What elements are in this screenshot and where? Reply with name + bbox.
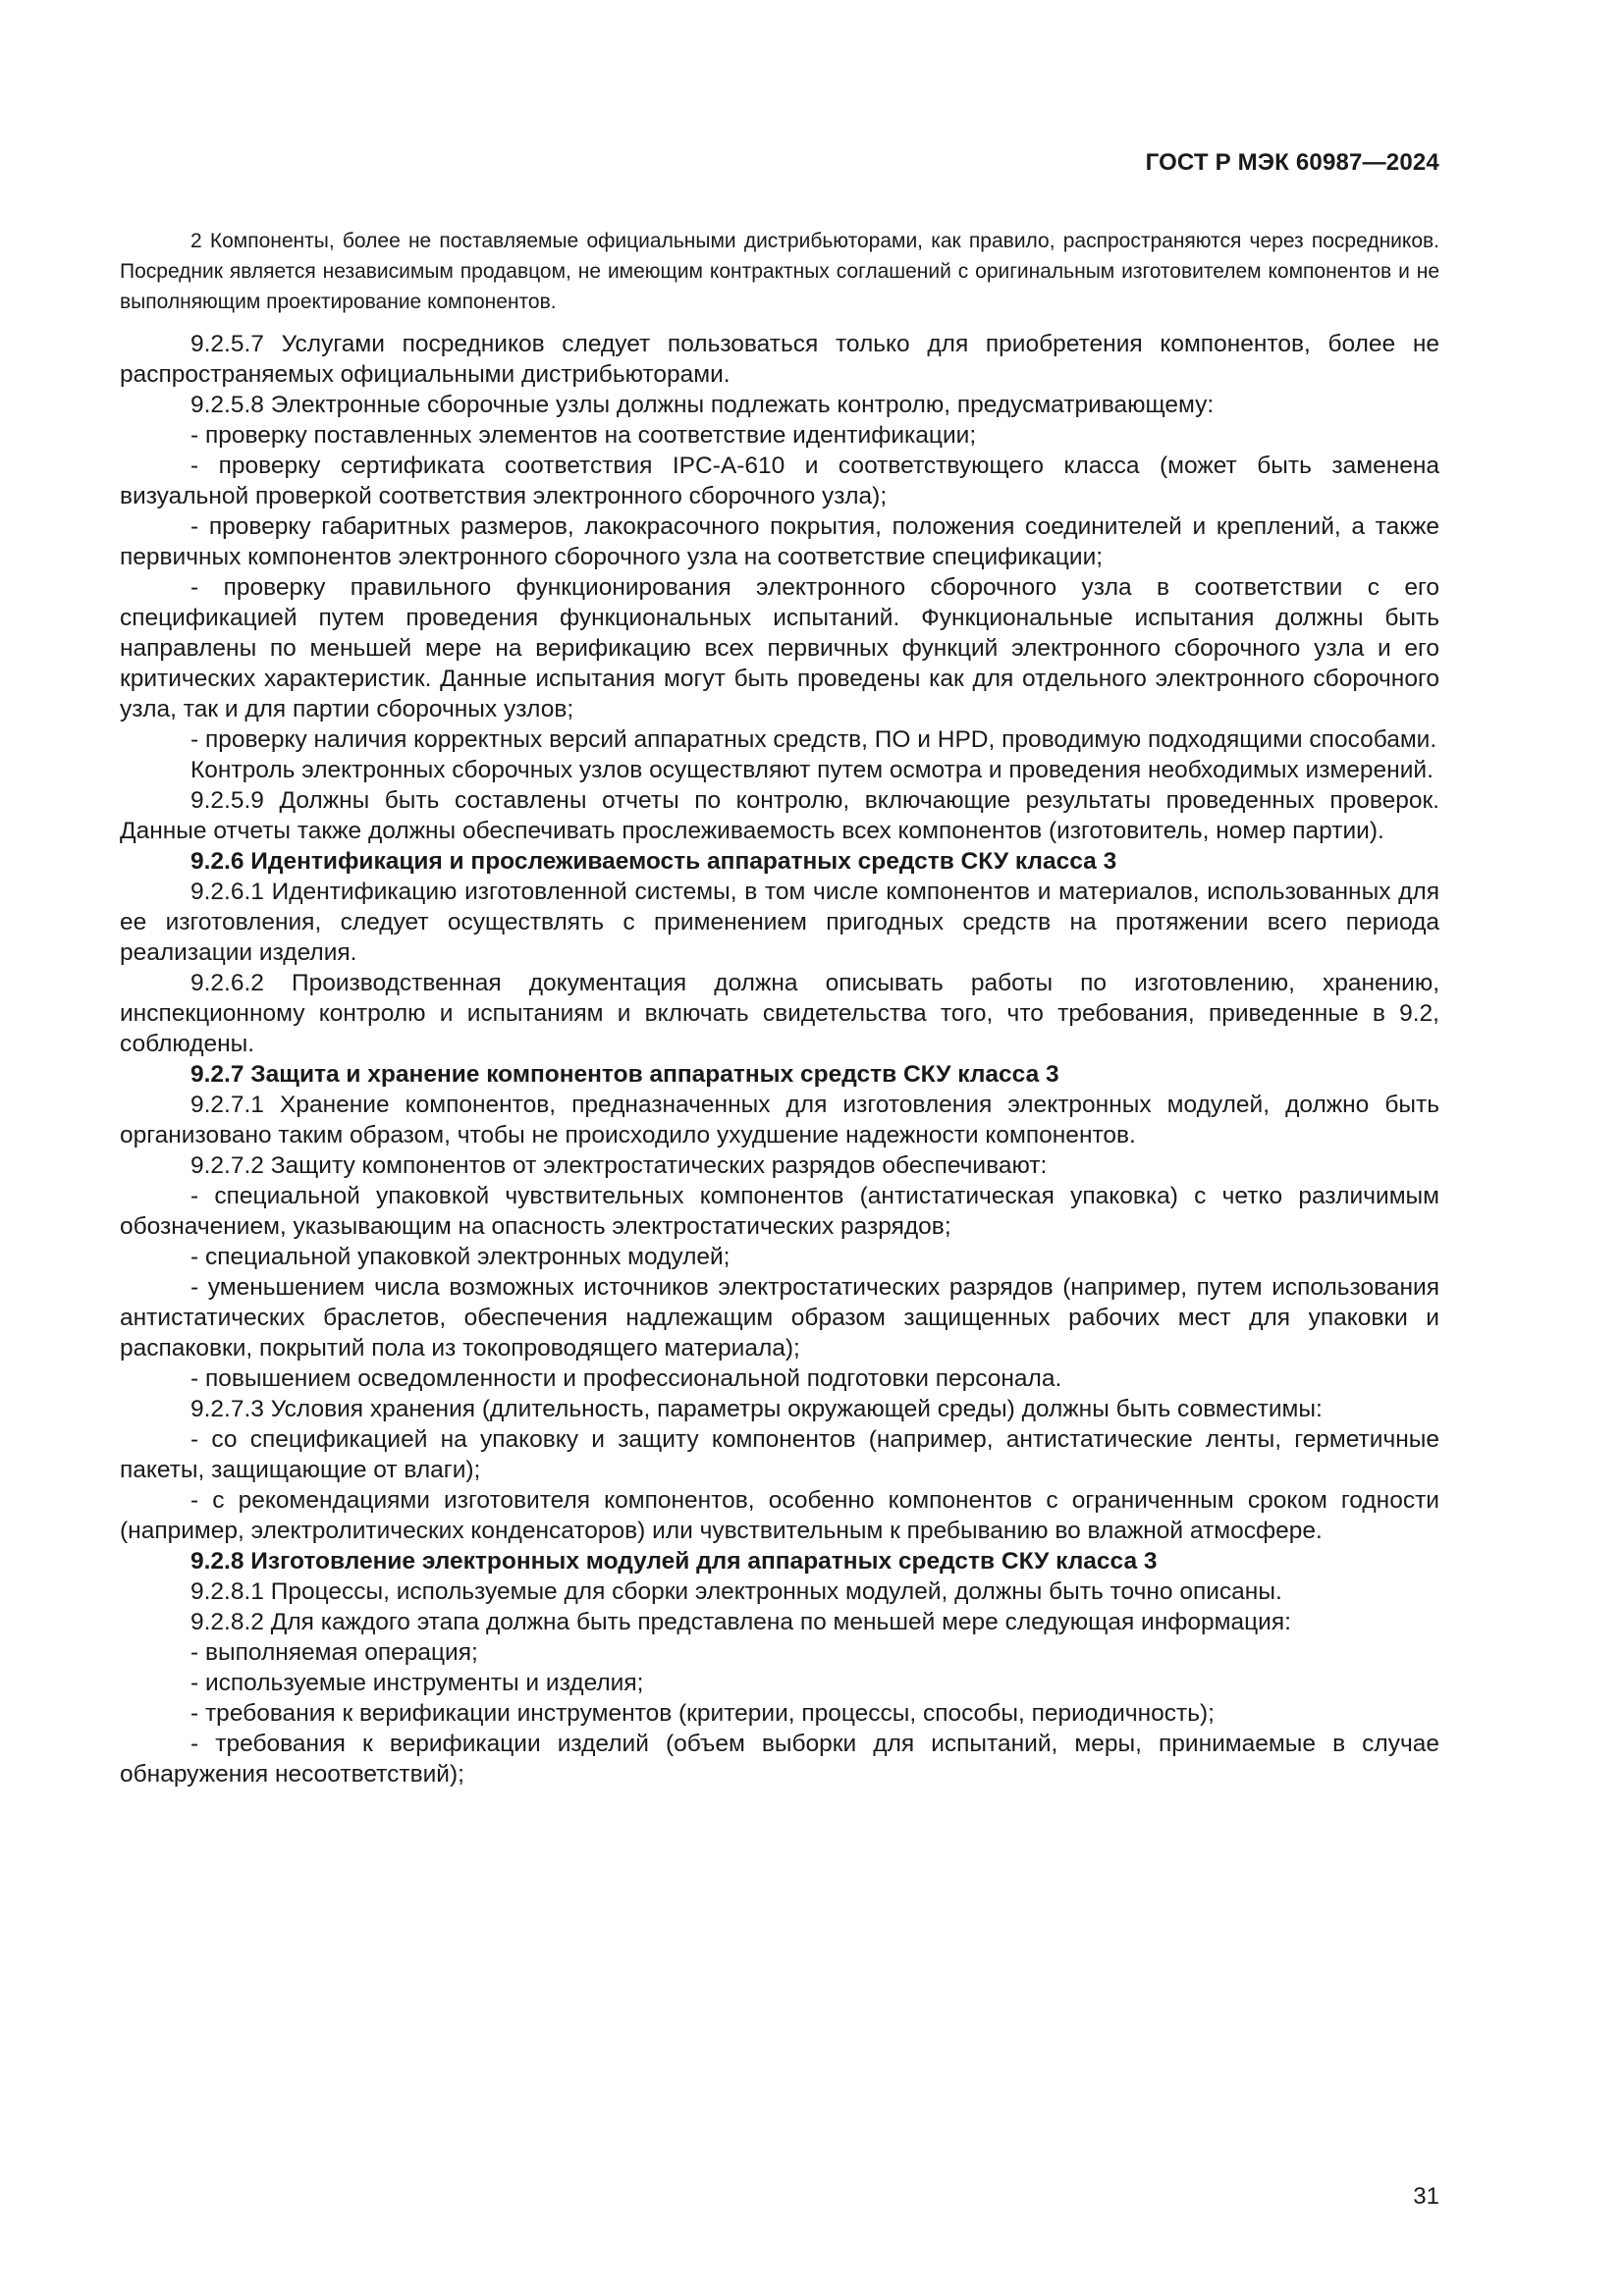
paragraph: 9.2.8.2 Для каждого этапа должна быть представлена по меньшей мере следующая информация: <box>190 1609 1291 1635</box>
paragraph: - проверку сертификата соответствия IPC-A-610 и соответствующего класса (может быть заменена визуальной проверкой соответствия электронного сборочного узла); <box>120 453 1439 509</box>
paragraph: 9.2.7.3 Условия хранения (длительность, параметры окружающей среды) должны быть совместимы: <box>190 1396 1323 1422</box>
paragraph: - проверку правильного функционирования электронного сборочного узла в соответствии с его спецификацией путем проведения функциональных испытаний. Функциональные испытания должны быть направлены по меньшей мере на верификацию всех первичных функций электронного сборочного узла и его критических характеристик. Данные испытания могут быть проведены как для отдельного электронного сборочного узла, так и для партии сборочных узлов; <box>120 574 1439 722</box>
paragraph: 9.2.6.2 Производственная документация должна описывать работы по изготовлению, хранению, инспекционному контролю и испытаниям и включать свидетельства того, что требования, приведенные в 9.2, соблюдены. <box>120 970 1439 1057</box>
paragraph: - проверку поставленных элементов на соответствие идентификации; <box>190 422 977 449</box>
document-header: ГОСТ Р МЭК 60987—2024 <box>1145 149 1439 176</box>
paragraph: 9.2.5.7 Услугами посредников следует пользоваться только для приобретения компонентов, более не распространяемых официальными дистрибьюторами. <box>120 331 1439 388</box>
paragraph: - проверку наличия корректных версий аппаратных средств, ПО и HPD, проводимую подходящими способами. <box>190 726 1437 753</box>
note-2: 2 Компоненты, более не поставляемые официальными дистрибьюторами, как правило, распространяются через посредников. Посредник является независимым продавцом, не имеющим контрактных соглашений с оригинальным изготовителем компонентов и не выполняющим проектирование компонентов. <box>120 230 1439 313</box>
paragraph: - со спецификацией на упаковку и защиту компонентов (например, антистатические ленты, герметичные пакеты, защищающие от влаги); <box>120 1426 1439 1483</box>
section-heading: 9.2.7 Защита и хранение компонентов аппаратных средств СКУ класса 3 <box>190 1061 1059 1088</box>
page-number: 31 <box>1413 2183 1439 2210</box>
paragraph: - уменьшением числа возможных источников электростатических разрядов (например, путем использования антистатических браслетов, обеспечения надлежащим образом защищенных рабочих мест для упаковки и распаковки, покрытий пола из токопроводящего материала); <box>120 1274 1439 1362</box>
section-heading: 9.2.6 Идентификация и прослеживаемость аппаратных средств СКУ класса 3 <box>190 848 1117 875</box>
paragraph: - специальной упаковкой чувствительных компонентов (антистатическая упаковка) с четко различимым обозначением, указывающим на опасность электростатических разрядов; <box>120 1183 1439 1240</box>
paragraph: - проверку габаритных размеров, лакокрасочного покрытия, положения соединителей и креплений, а также первичных компонентов электронного сборочного узла на соответствие спецификации; <box>120 513 1439 570</box>
paragraph: - специальной упаковкой электронных модулей; <box>190 1244 731 1270</box>
paragraph: - повышением осведомленности и профессиональной подготовки персонала. <box>190 1365 1062 1392</box>
paragraph: 9.2.5.9 Должны быть составлены отчеты по контролю, включающие результаты проведенных проверок. Данные отчеты также должны обеспечивать прослеживаемость всех компонентов (изготовитель, номер партии). <box>120 787 1439 844</box>
paragraph: - требования к верификации изделий (объем выборки для испытаний, меры, принимаемые в случае обнаружения несоответствий); <box>120 1731 1439 1788</box>
paragraph: 9.2.8.1 Процессы, используемые для сборки электронных модулей, должны быть точно описаны. <box>190 1578 1282 1605</box>
paragraph: 9.2.6.1 Идентификацию изготовленной системы, в том числе компонентов и материалов, использованных для ее изготовления, следует осуществлять с применением пригодных средств на протяжении всего периода реализации изделия. <box>120 879 1439 966</box>
section-heading: 9.2.8 Изготовление электронных модулей для аппаратных средств СКУ класса 3 <box>190 1548 1158 1575</box>
paragraph: - используемые инструменты и изделия; <box>190 1670 644 1696</box>
page-body <box>120 226 1439 1789</box>
paragraph: - с рекомендациями изготовителя компонентов, особенно компонентов с ограниченным сроком годности (например, электролитических конденсаторов) или чувствительным к пребыванию во влажной атмосфере. <box>120 1487 1439 1544</box>
paragraph: 9.2.7.2 Защиту компонентов от электростатических разрядов обеспечивают: <box>190 1152 1048 1179</box>
paragraph: - выполняемая операция; <box>190 1639 478 1666</box>
paragraph: 9.2.5.8 Электронные сборочные узлы должны подлежать контролю, предусматривающему: <box>190 392 1215 418</box>
paragraph: Контроль электронных сборочных узлов осуществляют путем осмотра и проведения необходимых измерений. <box>190 757 1434 783</box>
paragraph: 9.2.7.1 Хранение компонентов, предназначенных для изготовления электронных модулей, должно быть организовано таким образом, чтобы не происходило ухудшение надежности компонентов. <box>120 1092 1439 1148</box>
paragraph-list <box>120 329 1439 1789</box>
paragraph: - требования к верификации инструментов (критерии, процессы, способы, периодичность); <box>190 1700 1215 1727</box>
